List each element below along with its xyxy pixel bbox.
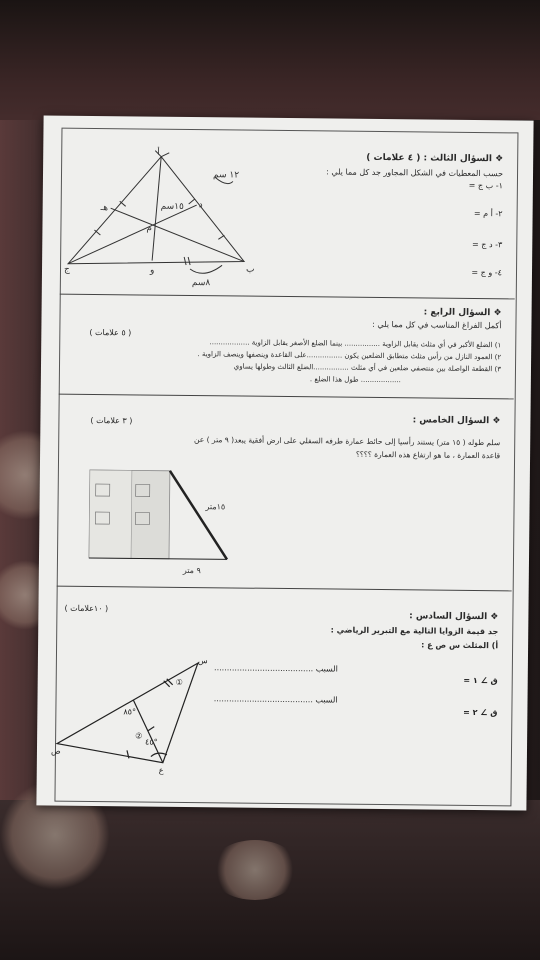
angle-1-marker: ① xyxy=(175,677,183,687)
label-e: ع xyxy=(158,765,164,775)
q6-answer-1: ق ∠ ١ = xyxy=(463,675,498,686)
q4-title: ❖ السؤال الرابع : xyxy=(423,307,502,319)
q6-triangle-figure xyxy=(51,654,222,776)
q6-prompt: جد قيمة الزوايا التالية مع التبرير الرياضي : xyxy=(330,625,499,637)
label-85: ٨٥° xyxy=(123,707,137,717)
q4-prompt: أكمل الفراغ المناسب في كل مما يلي : xyxy=(372,319,502,331)
q3-prompt: حسب المعطيات في الشكل المجاور جد كل مما يلي : xyxy=(326,167,504,179)
label-h: هـ xyxy=(100,203,109,214)
label-15cm: ١٥سم xyxy=(160,201,184,212)
q5-marks: ( ٣ علامات ) xyxy=(90,415,133,426)
q3-item-3: ٣- د ج = xyxy=(472,239,503,250)
label-a: أ xyxy=(157,147,160,158)
label-d: د xyxy=(198,200,203,211)
q3-item-4: ٤- و ج = xyxy=(471,267,503,278)
ground-label: ٩ متر xyxy=(182,565,201,576)
q6-sub: أ) المثلث س ص ع : xyxy=(421,640,499,651)
q6-answer-2: ق ∠ ٢ = xyxy=(463,707,498,718)
q3-item-2: ٢- أ م = xyxy=(473,208,503,219)
q6-reason-1: السبب ....................................... xyxy=(214,663,338,674)
q4-item-1: ١) الضلع الأكبر في أي مثلث يقابل الزاوية ................ بينما الضلع الأصغر يقابل الزاوية .................. xyxy=(209,338,502,350)
q3-title: ❖ السؤال الثالث : ( ٤ علامات ) xyxy=(366,152,504,165)
label-b: ب xyxy=(245,264,255,275)
ladder-label: ١٥متر xyxy=(205,502,226,512)
label-p: ص xyxy=(50,746,61,756)
label-w: و xyxy=(149,265,155,276)
q4-item-2: ٢) العمود النازل من رأس مثلث متطابق الضلعين يكون ................على القاعدة وينصفها وينصف الزاوية . xyxy=(197,350,502,362)
q6-marks: ( ١٠علامات ) xyxy=(64,603,109,614)
flower-pattern xyxy=(210,840,300,900)
q4-marks: ( ٥ علامات ) xyxy=(89,327,132,338)
q6-reason-2: السبب ....................................... xyxy=(213,694,338,705)
label-8cm: ٨سم xyxy=(191,278,211,289)
q3-item-1: ١- ب ج = xyxy=(468,180,503,191)
exam-paper xyxy=(36,115,533,810)
label-45: ٤٥° xyxy=(145,737,158,747)
label-s: س xyxy=(197,656,208,666)
label-c: ج xyxy=(63,264,70,275)
q6-title: ❖ السؤال السادس : xyxy=(409,611,499,623)
q4-item-4: .................. طول هذا الضلع . xyxy=(309,375,401,385)
angle-2-marker: ② xyxy=(135,731,143,741)
label-m: م xyxy=(146,223,153,234)
q4-item-3: ٣) القطعة الواصلة بين منتصفي ضلعين في أي مثلث ................الضلع الثالث وطولها يساوي xyxy=(233,362,502,374)
q5-title: ❖ السؤال الخامس : xyxy=(412,415,501,427)
q3-triangle-figure xyxy=(64,146,266,298)
q5-text-2: قاعدة العمارة ، ما هو ارتفاع هذه العمارة ؟؟؟؟ xyxy=(355,449,501,461)
label-12cm: ١٢ سم xyxy=(212,170,240,181)
q5-text-1: سلم طوله ( ١٥ متر) يستند رأسيا إلى حائط عمارة طرفه السفلي على ارض أفقية يبعد( ٩ متر ) عن xyxy=(194,435,501,448)
q5-building-figure xyxy=(87,466,248,578)
